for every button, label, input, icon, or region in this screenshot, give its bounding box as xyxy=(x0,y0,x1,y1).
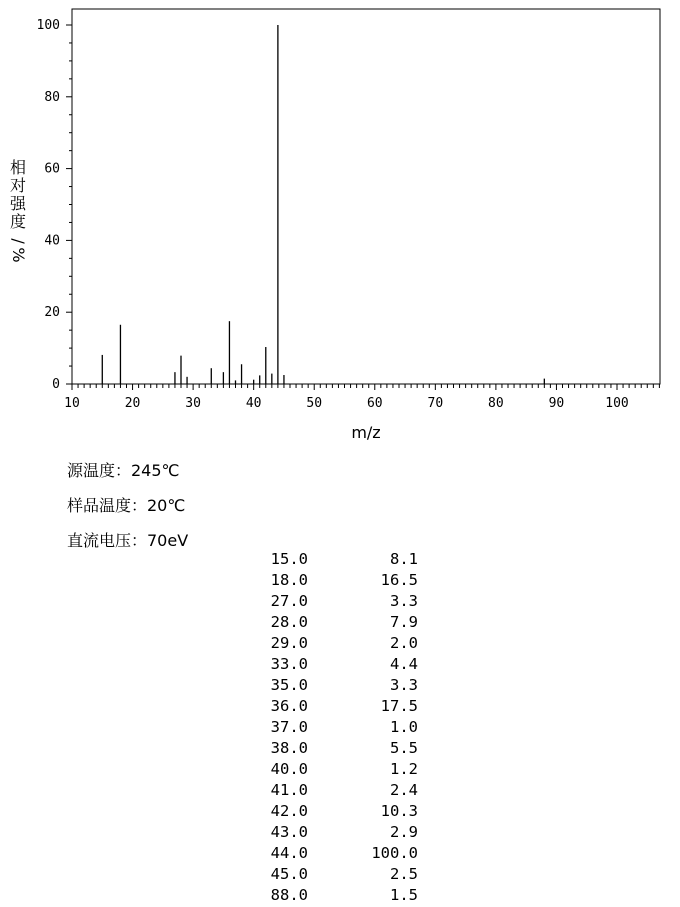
table-row xyxy=(250,780,418,801)
abundance-cell: 8.1 xyxy=(390,550,418,568)
abundance-cell: 2.0 xyxy=(390,634,418,652)
ionization-voltage: 直流电压：70eV xyxy=(67,531,189,550)
abundance-cell: 1.5 xyxy=(390,886,418,904)
y-tick-label: 20 xyxy=(44,305,60,321)
table-row xyxy=(250,738,418,759)
mz-cell: 15.0 xyxy=(270,550,308,568)
table-row xyxy=(250,549,418,570)
sample-temperature: 样品温度：20℃ xyxy=(67,496,186,515)
mz-cell: 42.0 xyxy=(270,802,308,820)
mz-cell: 29.0 xyxy=(270,634,308,652)
mz-cell: 18.0 xyxy=(270,571,308,589)
source-temperature: 源温度：245℃ xyxy=(67,461,180,480)
abundance-cell: 3.3 xyxy=(390,676,418,694)
x-tick-label: 100 xyxy=(605,396,629,411)
abundance-cell: 5.5 xyxy=(390,739,418,757)
x-tick-label: 20 xyxy=(124,396,141,411)
peak-table xyxy=(250,549,418,906)
table-row xyxy=(250,801,418,822)
mz-cell: 45.0 xyxy=(270,865,308,883)
table-row xyxy=(250,654,418,675)
abundance-cell: 1.2 xyxy=(390,760,418,778)
x-tick-label: 70 xyxy=(427,396,444,411)
table-row xyxy=(250,633,418,654)
mass-spectrum-chart xyxy=(0,0,680,450)
y-title-char: % xyxy=(9,247,28,263)
spectrum-peaks xyxy=(102,25,544,384)
table-row xyxy=(250,885,418,906)
y-axis-title xyxy=(9,158,28,263)
plot-frame xyxy=(72,9,660,384)
x-tick-label: 60 xyxy=(366,396,383,411)
abundance-cell: 2.9 xyxy=(390,823,418,841)
mz-cell: 28.0 xyxy=(270,613,308,631)
abundance-cell: 1.0 xyxy=(390,718,418,736)
x-tick-label: 50 xyxy=(306,396,323,411)
x-tick-label: 40 xyxy=(245,396,262,411)
y-tick-label: 0 xyxy=(52,377,60,392)
mz-cell: 37.0 xyxy=(270,718,308,736)
y-tick-label: 40 xyxy=(44,233,60,249)
table-row xyxy=(250,675,418,696)
x-axis-title: m/z xyxy=(351,423,381,442)
abundance-cell: 3.3 xyxy=(390,592,418,610)
table-row xyxy=(250,612,418,633)
y-title-char: / xyxy=(9,238,28,244)
abundance-cell: 2.4 xyxy=(390,781,418,799)
abundance-cell: 7.9 xyxy=(390,613,418,631)
y-tick-label: 80 xyxy=(44,89,60,105)
abundance-cell: 17.5 xyxy=(380,697,418,715)
mz-cell: 43.0 xyxy=(270,823,308,841)
y-title-char: 强 xyxy=(9,194,27,213)
table-row xyxy=(250,591,418,612)
table-row xyxy=(250,717,418,738)
abundance-cell: 16.5 xyxy=(380,571,418,589)
table-row xyxy=(250,822,418,843)
table-row xyxy=(250,843,418,864)
x-tick-label: 90 xyxy=(548,396,565,411)
x-axis-ticks xyxy=(64,384,659,411)
mz-cell: 38.0 xyxy=(270,739,308,757)
x-tick-label: 80 xyxy=(488,396,504,411)
x-tick-label: 10 xyxy=(64,396,80,411)
table-row xyxy=(250,864,418,885)
abundance-cell: 4.4 xyxy=(390,655,418,673)
abundance-cell: 2.5 xyxy=(390,865,418,883)
y-tick-label: 100 xyxy=(36,18,60,33)
mz-cell: 27.0 xyxy=(270,592,308,610)
abundance-cell: 10.3 xyxy=(380,802,418,820)
y-tick-label: 60 xyxy=(44,161,60,177)
table-row xyxy=(250,759,418,780)
mz-cell: 36.0 xyxy=(270,697,308,715)
y-axis-ticks xyxy=(37,18,72,392)
y-title-char: 对 xyxy=(9,176,27,195)
mz-cell: 44.0 xyxy=(270,844,308,862)
table-row xyxy=(250,696,418,717)
table-row xyxy=(250,570,418,591)
mz-cell: 40.0 xyxy=(270,760,308,778)
mz-cell: 35.0 xyxy=(270,676,308,694)
abundance-cell: 100.0 xyxy=(371,844,418,862)
mz-cell: 33.0 xyxy=(270,655,308,673)
x-tick-label: 30 xyxy=(185,396,201,411)
y-title-char: 相 xyxy=(9,158,27,177)
mz-cell: 41.0 xyxy=(270,781,308,799)
y-title-char: 度 xyxy=(9,212,27,231)
mz-cell: 88.0 xyxy=(270,886,308,904)
